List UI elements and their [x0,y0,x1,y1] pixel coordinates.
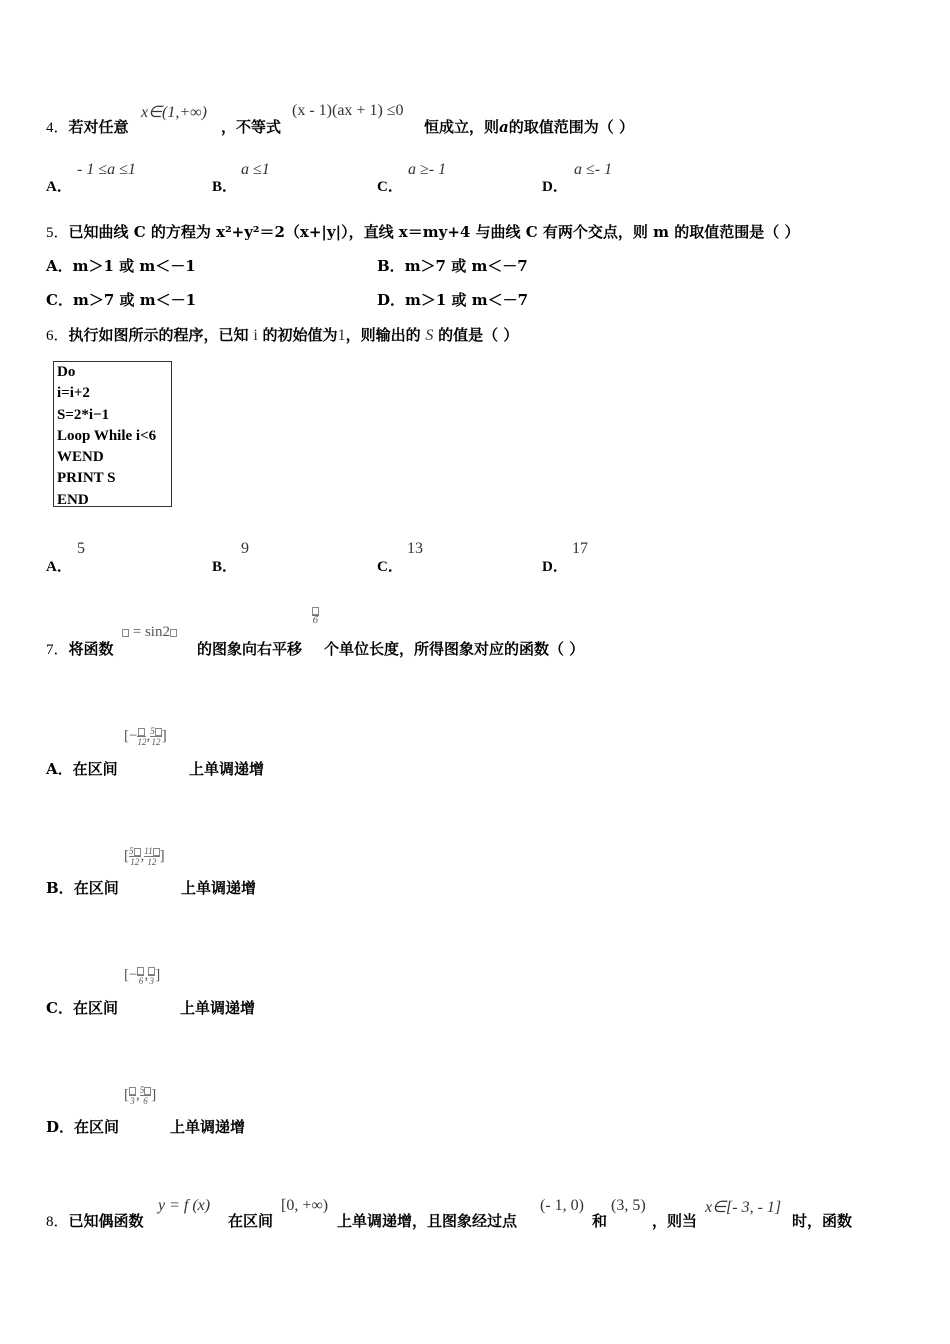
q6-text-b: 的初始值为 [262,326,338,344]
q7-option-b[interactable] [46,877,119,898]
q4-number: 4． [46,120,69,136]
q5-text: 已知曲线 C 的方程为 x²+y²＝2（x+|y|），直线 x＝my+4 与曲线 C 有两个交点，则 m 的取值范围是（ ） [68,223,800,241]
missing-glyph-icon [122,629,129,637]
q7-d-n2: 5 [139,1085,145,1095]
q8-text-b: 在区间 [228,1212,274,1230]
q7-option-a-suffix: 上单调递增 [189,760,265,778]
code-line: S=2*i−1 [57,406,110,423]
q4-option-c-label[interactable]: C． [377,179,403,195]
q6-text-c: ，则输出的 [345,326,421,344]
q7-a-close: ] [161,727,167,744]
missing-glyph-icon [170,629,177,637]
q7-b-n1: 5 [129,846,134,856]
q4-option-c-value: a ≥- 1 [408,161,447,178]
q7-b-close: ] [159,847,165,864]
q7-b-d2: 12 [147,857,157,867]
q6-number: 6． [46,328,69,344]
q4-option-a-label[interactable]: A． [46,179,72,195]
q7-option-d-suffix: 上单调递增 [170,1118,246,1136]
q7-c-d2: 3 [149,976,154,986]
q6-option-c-label[interactable]: C． [377,559,403,575]
q7-option-a-label: A． [46,760,73,778]
q7-option-b-suffix: 上单调递增 [181,879,257,897]
code-line: Do [57,364,76,380]
q4-var-a: a [499,118,509,136]
q8-text-d: 和 [592,1212,608,1230]
q5-number: 5． [46,225,69,241]
q7-option-c-suffix: 上单调递增 [180,999,256,1017]
q7-number: 7． [46,642,69,658]
q6-option-c-value: 13 [407,540,423,557]
q7-c-close: ] [155,966,161,983]
q8-text-a: 已知偶函数 [68,1212,144,1230]
q7-option-a-interval: [− 12 , $\frac{5}{12}$ ] [124,726,167,747]
q7-a-d2: 12 [151,737,161,747]
q7-a-n2: 5 [150,726,155,736]
q7-text-b: 的图象向右平移 [197,640,303,658]
q7-text-a: 将函数 [68,640,114,658]
q5-line [46,221,799,242]
q6-option-d-label[interactable]: D． [542,559,568,575]
q8-interval: [0, +∞) [281,1197,329,1214]
q6-option-b-value: 9 [241,540,249,557]
q6-line [46,324,518,345]
code-line: PRINT S [57,470,116,487]
q7-b-d1: 12 [130,857,140,867]
missing-glyph-icon [153,848,160,856]
q7-d-d2: 6 [143,1096,148,1106]
q7-shift-fraction [312,606,319,626]
q4-condition: x∈(1,+∞) [141,104,207,121]
q7-function-eq: = sin2 [132,624,170,640]
code-line: Loop While i<6 [57,427,157,444]
q7-a-d1: 12 [137,737,147,747]
q5-option-a-value: m＞1 或 m＜－1 [72,257,196,275]
q6-var-s: S [425,327,434,344]
q6-var-i: i [253,327,258,344]
missing-glyph-icon [312,607,319,615]
q7-option-d-prefix: 在区间 [74,1118,120,1136]
q7-option-c-interval: [− 6 , 3 ] [124,966,161,986]
q4-option-a-value: - 1 ≤a ≤1 [77,161,136,178]
q7-c-open: [− [124,966,138,983]
q5-option-d-value: m＞1 或 m＜－7 [405,291,529,309]
q6-init: 1 [337,327,346,344]
q4-text-b: ，不等式 [221,118,282,136]
q7-d-open: [ [124,1086,129,1103]
q5-option-c[interactable] [46,289,196,310]
missing-glyph-icon [155,728,162,736]
q5-option-b[interactable] [377,255,528,276]
q8-function: y = f (x) [158,1197,211,1214]
q7-option-d-label: D． [46,1118,75,1136]
q4-text-a: 若对任意 [68,118,129,136]
q6-option-a-label[interactable]: A． [46,559,72,575]
q7-text-c: 个单位长度，所得图象对应的函数（ ） [324,640,585,658]
q7-option-a-prefix: 在区间 [72,760,118,778]
q7-option-d[interactable] [46,1116,119,1137]
q7-b-n2: 11 [144,846,153,856]
q8-number: 8． [46,1214,69,1230]
q4-option-d-value: a ≤- 1 [574,161,613,178]
missing-glyph-icon [138,728,145,736]
missing-glyph-icon [129,1087,136,1095]
q5-option-a[interactable] [46,255,196,276]
q6-option-b-label[interactable]: B． [212,559,238,575]
q8-text-f: 时，函数 [792,1212,853,1230]
q7-shift-den: 6 [312,615,319,626]
code-line: WEND [57,449,104,466]
q8-text-e: ，则当 [652,1212,698,1230]
q5-option-b-value: m＞7 或 m＜－7 [404,257,528,275]
q4-text-c [424,116,634,137]
missing-glyph-icon [137,967,144,975]
q7-option-c-prefix: 在区间 [72,999,118,1017]
q7-option-c[interactable] [46,997,118,1018]
q7-b-open: [ [124,847,129,864]
q7-d-d1: 3 [130,1096,135,1106]
code-line: END [57,491,89,508]
q7-option-a[interactable] [46,758,118,779]
q4-option-b-label[interactable]: B． [212,179,238,195]
q8-point-1: (- 1, 0) [540,1197,584,1214]
q8-point-2: (3, 5) [611,1197,646,1214]
q6-option-d-value: 17 [572,540,588,557]
q4-option-d-label[interactable]: D． [542,179,568,195]
q7-a-open: [− [124,727,138,744]
q5-option-d-label: D． [377,291,406,309]
q4-option-b-value: a ≤1 [241,161,270,178]
q4-inequality: (x - 1)(ax + 1) ≤0 [292,102,404,119]
q5-option-b-label: B． [377,257,405,275]
code-line: i=i+2 [57,385,90,402]
q7-line [46,638,114,659]
missing-glyph-icon [134,848,141,856]
q7-option-b-label: B． [46,879,74,897]
q7-option-c-label: C． [46,999,73,1017]
q5-option-c-value: m＞7 或 m＜－1 [72,291,197,309]
q7-option-b-interval: [ $\frac{5}{12}$ , $\frac{11}{12}$ ] [124,846,165,867]
q5-option-a-label: A． [46,257,73,275]
q4-line [46,116,129,137]
q6-option-a-value: 5 [77,540,85,557]
q7-option-d-interval: [ 3 , $\frac{5}{6}$ ] [124,1085,157,1106]
program-code-box [53,361,172,507]
q6-text-a: 执行如图所示的程序，已知 [68,326,249,344]
q6-text-d: 的值是（ ） [438,326,519,344]
q4-text-d: 的取值范围为（ ） [508,118,634,136]
q5-option-d[interactable] [377,289,528,310]
q4-text-c-label: 恒成立，则 [424,118,500,136]
q7-function [122,624,177,641]
q7-d-close: ] [151,1086,157,1103]
q8-line [46,1210,144,1231]
q5-option-c-label: C． [46,291,73,309]
q8-range: x∈[- 3, - 1] [705,1199,782,1216]
q7-c-d1: 6 [138,976,144,986]
q8-text-c: 上单调递增，且图象经过点 [337,1212,518,1230]
q7-option-b-prefix: 在区间 [73,879,119,897]
